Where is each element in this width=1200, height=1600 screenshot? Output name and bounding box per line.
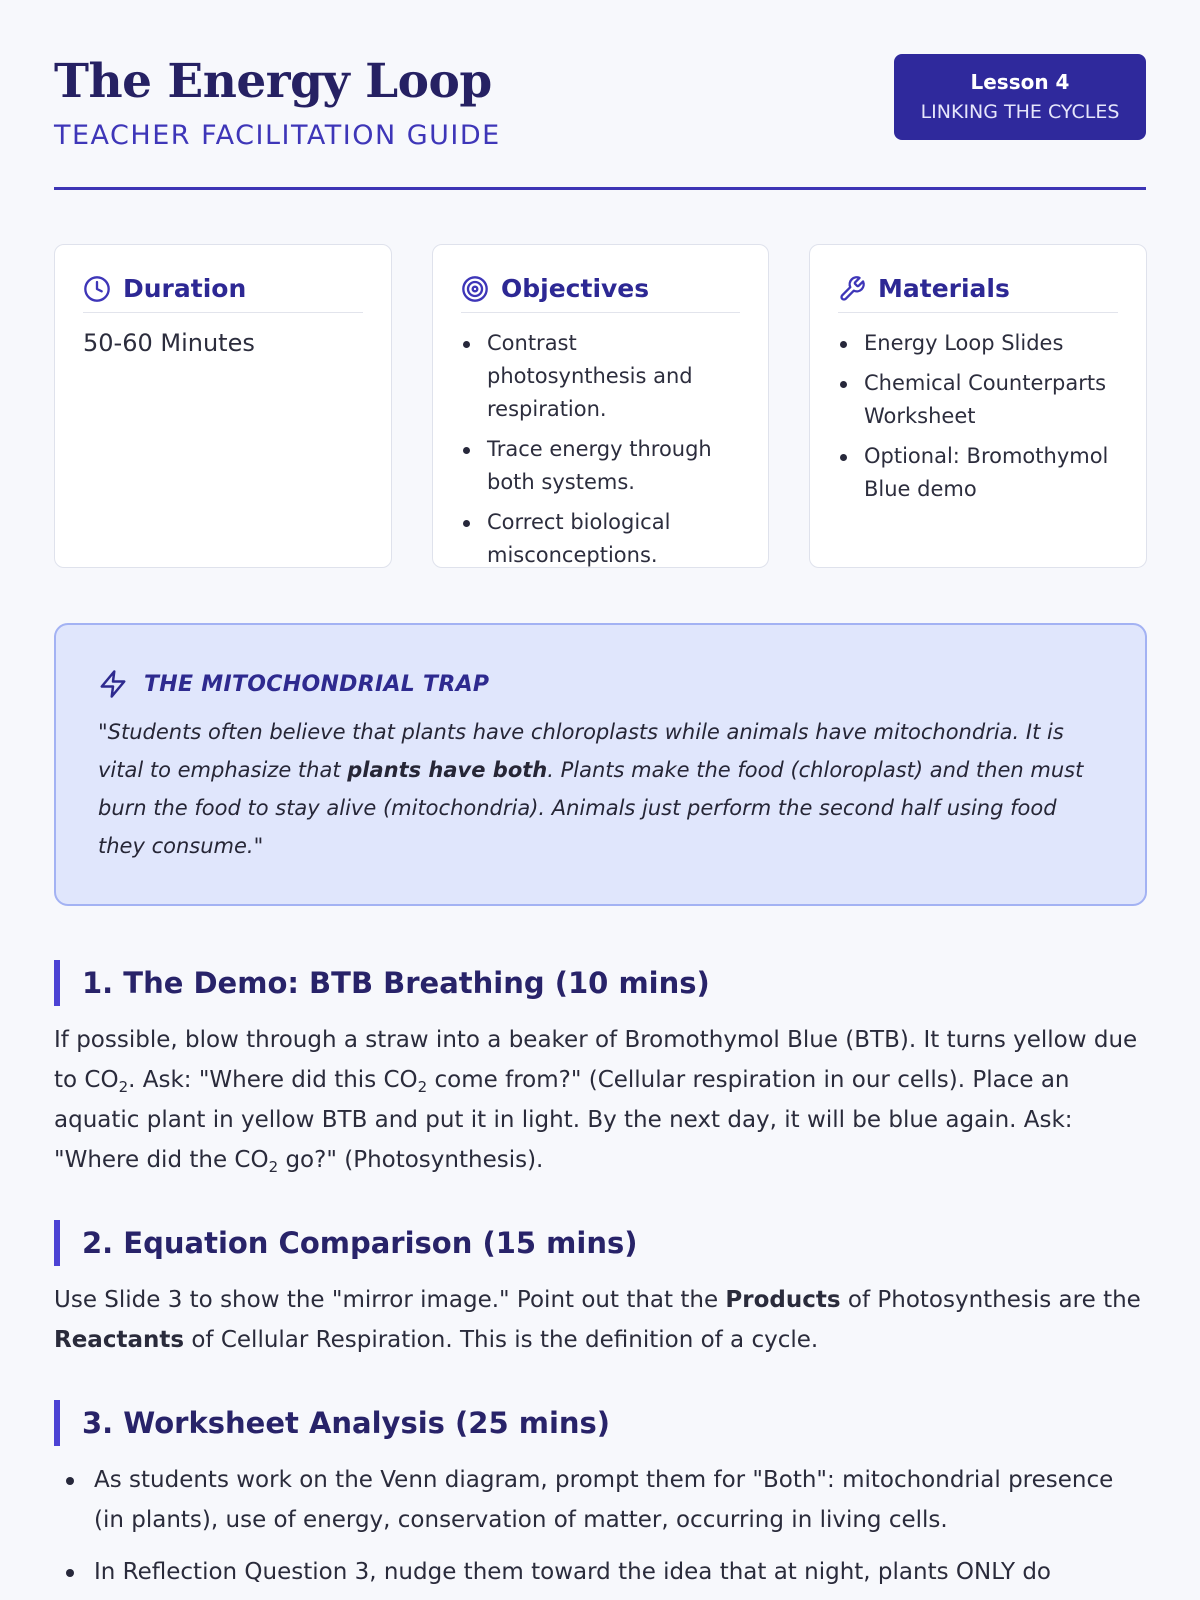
list-item: As students work on the Venn diagram, prompt them for "Both": mitochondrial presence (in plants), use of energy, conservation of matter, occurring in living cells. — [54, 1460, 1147, 1540]
duration-card — [54, 244, 392, 568]
objectives-card — [432, 244, 769, 568]
header — [54, 0, 1146, 190]
duration-value: 50-60 Minutes — [83, 329, 255, 357]
objectives-title: Objectives — [501, 274, 650, 303]
list-item: Trace energy through both systems. — [461, 433, 740, 499]
page-title: The Energy Loop — [54, 54, 492, 109]
section-heading: 1. The Demo: BTB Breathing (10 mins) — [54, 960, 1147, 1006]
worksheet-list — [54, 1460, 1147, 1592]
section-body: Use Slide 3 to show the "mirror image." Point out that the Products of Photosynthesis are the Reactants of Cellular Respiration. This is the definition of a cycle. — [54, 1287, 1141, 1353]
target-icon — [461, 275, 489, 303]
list-item: Correct biological misconceptions. — [461, 506, 740, 572]
duration-card-header — [83, 273, 363, 313]
page-subtitle: TEACHER FACILITATION GUIDE — [54, 120, 501, 151]
list-item: Contrast photosynthesis and respiration. — [461, 327, 740, 426]
wrench-icon — [838, 275, 866, 303]
materials-title: Materials — [878, 274, 1010, 303]
materials-card-header — [838, 273, 1118, 313]
materials-card — [809, 244, 1147, 568]
mitochondrial-trap-callout — [54, 623, 1147, 906]
section-demo — [54, 960, 1147, 1180]
section-heading: 2. Equation Comparison (15 mins) — [54, 1220, 1147, 1266]
section-equation-comparison — [54, 1220, 1147, 1360]
callout-emphasis: plants have both — [347, 758, 548, 782]
materials-list — [838, 327, 1118, 506]
section-worksheet-analysis — [54, 1400, 1147, 1600]
list-item: Optional: Bromothymol Blue demo — [838, 440, 1118, 506]
clock-icon — [83, 275, 111, 303]
list-item: Energy Loop Slides — [838, 327, 1118, 360]
callout-text: "Students often believe that plants have chloroplasts while animals have mitochondria. It is vital to emphasize that plants have both. Plants make the food (chloroplast) and then must burn the food to stay alive (mitochondria). Animals just perform the second half using food they consume." — [98, 720, 1084, 858]
list-item: In Reflection Question 3, nudge them toward the idea that at night, plants ONLY do — [54, 1552, 1147, 1592]
lightning-icon — [98, 669, 128, 699]
objectives-list — [461, 327, 740, 572]
info-cards — [54, 244, 1147, 568]
callout-header — [98, 665, 1103, 703]
section-heading: 3. Worksheet Analysis (25 mins) — [54, 1400, 1147, 1446]
callout-title: THE MITOCHONDRIAL TRAP — [144, 671, 490, 697]
section-body: If possible, blow through a straw into a beaker of Bromothymol Blue (BTB). It turns yellow due to $CO_2$. Ask: "Where did this $CO_2$ come from?" (Cellular respiration in our cells). Place an aquatic plant in yellow BTB and put it in light. By the next day, it will be blue again. Ask: "Where did the $CO_2$ go?" (Photosynthesis). — [54, 1027, 1138, 1176]
list-item: Chemical Counterparts Worksheet — [838, 367, 1118, 433]
objectives-card-header — [461, 273, 740, 313]
lesson-number: Lesson 4 — [970, 70, 1070, 94]
duration-title: Duration — [123, 274, 247, 303]
lesson-label: LINKING THE CYCLES — [920, 101, 1120, 123]
lesson-badge — [894, 54, 1146, 140]
